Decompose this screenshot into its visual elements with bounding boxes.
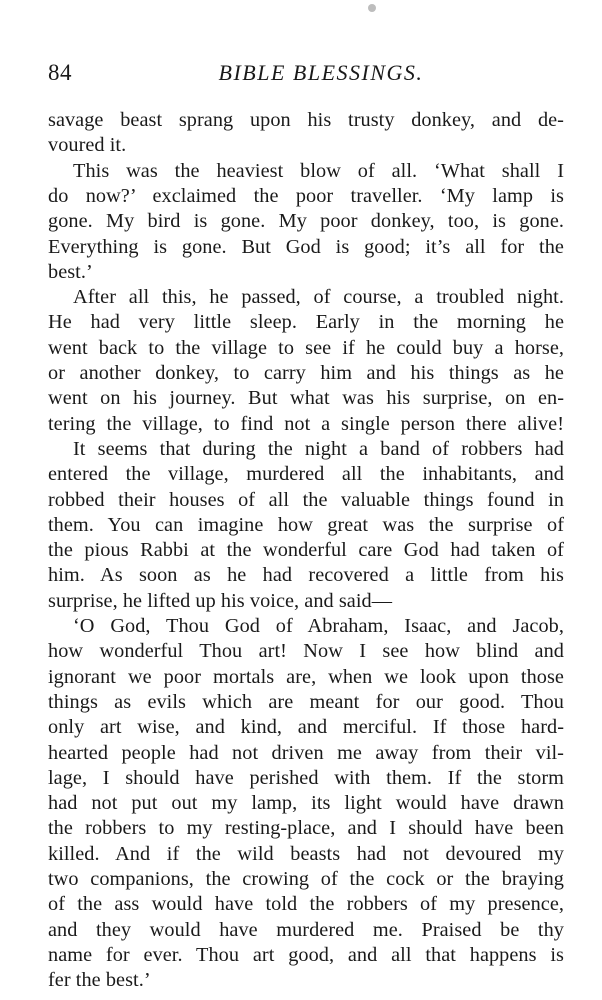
text-line: had not put out my lamp, its light would have drawn bbox=[48, 792, 564, 815]
text-line: went back to the village to see if he could buy a horse, bbox=[48, 336, 564, 359]
paragraph-first-line: This was the heaviest blow of all. ‘What shall I bbox=[73, 159, 564, 182]
text-line: best.’ bbox=[48, 260, 93, 283]
text-line: went on his journey. But what was his surprise, on en- bbox=[48, 387, 564, 410]
text-line: them. You can imagine how great was the surprise of bbox=[48, 513, 564, 536]
text-line: tering the village, to find not a single person there alive! bbox=[48, 412, 564, 435]
text-line: robbed their houses of all the valuable things found in bbox=[48, 488, 564, 511]
paragraph-first-line: It seems that during the night a band of robbers had bbox=[73, 437, 564, 460]
text-line: hearted people had not driven me away from their vil- bbox=[48, 741, 564, 764]
text-line: gone. My bird is gone. My poor donkey, too, is gone. bbox=[48, 210, 564, 233]
paragraph-first-line: After all this, he passed, of course, a troubled night. bbox=[73, 286, 564, 309]
text-line: him. As soon as he had recovered a little from his bbox=[48, 564, 564, 587]
text-line: entered the village, murdered all the inhabitants, and bbox=[48, 463, 564, 486]
text-line: killed. And if the wild beasts had not devoured my bbox=[48, 842, 564, 865]
text-line: and they would have murdered me. Praised be thy bbox=[48, 918, 564, 941]
text-line: fer the best.’ bbox=[48, 969, 151, 992]
text-line: things as evils which are meant for our good. Thou bbox=[48, 690, 564, 713]
page-number: 84 bbox=[48, 60, 72, 85]
text-line: the robbers to my resting-place, and I should have been bbox=[48, 817, 564, 840]
text-line: voured it. bbox=[48, 134, 127, 157]
text-line: savage beast sprang upon his trusty donkey, and de- bbox=[48, 109, 564, 131]
text-line: two companions, the crowing of the cock or the braying bbox=[48, 868, 564, 890]
text-line: only art wise, and kind, and merciful. If those hard- bbox=[48, 716, 564, 739]
text-line: lage, I should have perished with them. If the storm bbox=[48, 766, 564, 789]
text-line: or another donkey, to carry him and his things as he bbox=[48, 362, 564, 384]
text-line: how wonderful Thou art! Now I see how blind and bbox=[48, 640, 564, 663]
text-line: the pious Rabbi at the wonderful care God had taken of bbox=[48, 539, 564, 562]
text-line: ignorant we poor mortals are, when we look upon those bbox=[48, 665, 564, 688]
text-line: surprise, he lifted up his voice, and said— bbox=[48, 589, 393, 612]
paragraph-first-line: ‘O God, Thou God of Abraham, Isaac, and Jacob, bbox=[73, 615, 564, 637]
running-title: BIBLE BLESSINGS. bbox=[218, 60, 424, 85]
text-line: of the ass would have told the robbers of my presence, bbox=[48, 893, 564, 916]
ink-speck bbox=[368, 4, 376, 12]
text-line: Everything is gone. But God is good; it’s all for the bbox=[48, 235, 564, 258]
text-line: name for ever. Thou art good, and all that happens is bbox=[48, 943, 564, 966]
text-line: He had very little sleep. Early in the morning he bbox=[48, 311, 564, 334]
text-line: do now?’ exclaimed the poor traveller. ‘My lamp is bbox=[48, 184, 564, 207]
